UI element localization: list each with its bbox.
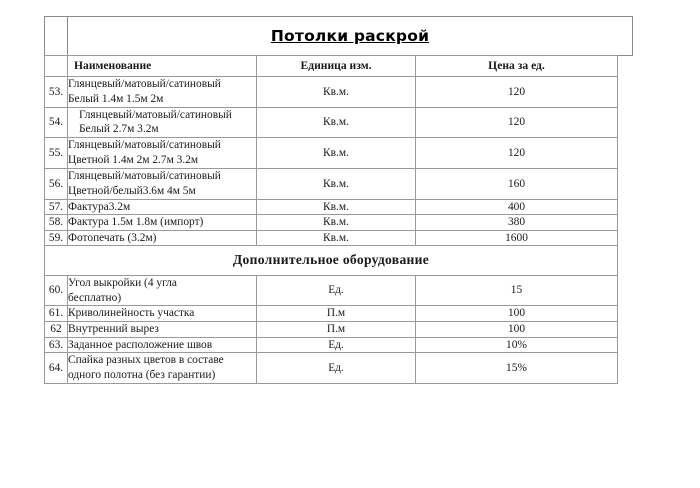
column-header-price: Цена за ед.: [416, 56, 618, 77]
price-table: [44, 55, 618, 384]
row-name: [68, 138, 257, 169]
row-number: 61.: [45, 306, 68, 322]
row-price: 120: [416, 138, 618, 169]
row-name-line: Глянцевый/матовый/сатиновый: [79, 108, 232, 121]
row-name-line: Угол выкройки (4 угла: [68, 276, 177, 289]
row-number: 63.: [45, 337, 68, 353]
row-name: [68, 168, 257, 199]
row-price: 15: [416, 275, 618, 306]
row-name-line: Фактура 1.5м 1.8м (импорт): [68, 216, 204, 229]
table-header-row: [45, 56, 618, 77]
row-number: 56.: [45, 168, 68, 199]
row-name: [68, 215, 257, 231]
page-title: Потолки раскрой: [270, 27, 430, 45]
row-number: 62: [45, 322, 68, 338]
row-price: 160: [416, 168, 618, 199]
table-row: [45, 306, 618, 322]
row-unit: П.м: [257, 306, 416, 322]
row-name: [68, 230, 257, 246]
row-number: 55.: [45, 138, 68, 169]
row-unit: Ед.: [257, 353, 416, 384]
table-row: [45, 322, 618, 338]
row-name: [68, 353, 257, 384]
document-title-cell: [67, 16, 633, 56]
row-number: 53.: [45, 77, 68, 108]
row-name-line: Фотопечать (3.2м): [68, 231, 157, 244]
row-name-line: Цветной 1.4м 2м 2.7м 3.2м: [68, 154, 199, 167]
row-name-line: Цветной/белый3.6м 4м 5м: [68, 184, 196, 197]
row-price: 10%: [416, 337, 618, 353]
table-row: [45, 168, 618, 199]
row-unit: Кв.м.: [257, 168, 416, 199]
section-header-row: [45, 246, 618, 275]
row-unit: Ед.: [257, 275, 416, 306]
row-name-line: бесплатно): [68, 291, 122, 304]
row-unit: Кв.м.: [257, 230, 416, 246]
section-header-cell: [45, 246, 618, 275]
row-number: 60.: [45, 275, 68, 306]
row-name: [68, 275, 257, 306]
row-name: [68, 77, 257, 108]
row-number: 57.: [45, 199, 68, 215]
row-unit: Кв.м.: [257, 199, 416, 215]
table-row: [45, 353, 618, 384]
row-price: 120: [416, 107, 618, 138]
row-name-line: Спайка разных цветов в составе: [68, 354, 224, 367]
row-price: 100: [416, 306, 618, 322]
table-row: [45, 199, 618, 215]
row-name-line: одного полотна (без гарантии): [68, 369, 216, 382]
row-name-line: Глянцевый/матовый/сатиновый: [68, 169, 221, 182]
row-number: 59.: [45, 230, 68, 246]
row-price: 380: [416, 215, 618, 231]
row-name-line: Белый 2.7м 3.2м: [79, 123, 159, 136]
row-name: [68, 107, 257, 138]
section-header-label: Дополнительное оборудование: [232, 252, 430, 268]
table-row: [45, 230, 618, 246]
table-row: [45, 275, 618, 306]
row-price: 100: [416, 322, 618, 338]
row-price: 15%: [416, 353, 618, 384]
row-unit: Кв.м.: [257, 107, 416, 138]
row-name-line: Криволинейность участка: [68, 307, 195, 320]
table-row: [45, 77, 618, 108]
row-name-line: Глянцевый/матовый/сатиновый: [68, 78, 221, 90]
table-row: [45, 337, 618, 353]
row-name: [68, 306, 257, 322]
row-price: 120: [416, 77, 618, 108]
row-unit: Кв.м.: [257, 138, 416, 169]
row-number: 58.: [45, 215, 68, 231]
row-price: 400: [416, 199, 618, 215]
row-name: [68, 199, 257, 215]
row-unit: Кв.м.: [257, 77, 416, 108]
row-unit: П.м: [257, 322, 416, 338]
title-number-spacer: [44, 16, 67, 56]
row-name-line: Заданное расположение швов: [68, 338, 213, 351]
column-header-unit: Единица изм.: [257, 56, 416, 77]
row-unit: Кв.м.: [257, 215, 416, 231]
document-title-band: [44, 16, 633, 56]
row-number: 54.: [45, 107, 68, 138]
row-name-line: Фактура3.2м: [68, 200, 131, 213]
row-name-line: Внутренний вырез: [68, 323, 159, 336]
row-number: 64.: [45, 353, 68, 384]
column-header-name: Наименование: [68, 56, 257, 77]
table-row: [45, 138, 618, 169]
table-row: [45, 107, 618, 138]
row-name-line: Белый 1.4м 1.5м 2м: [68, 92, 164, 105]
row-unit: Ед.: [257, 337, 416, 353]
row-name: [68, 322, 257, 338]
table-row: [45, 215, 618, 231]
row-price: 1600: [416, 230, 618, 246]
row-name: [68, 337, 257, 353]
row-name-line: Глянцевый/матовый/сатиновый: [68, 139, 221, 152]
column-header-number: [45, 56, 68, 77]
